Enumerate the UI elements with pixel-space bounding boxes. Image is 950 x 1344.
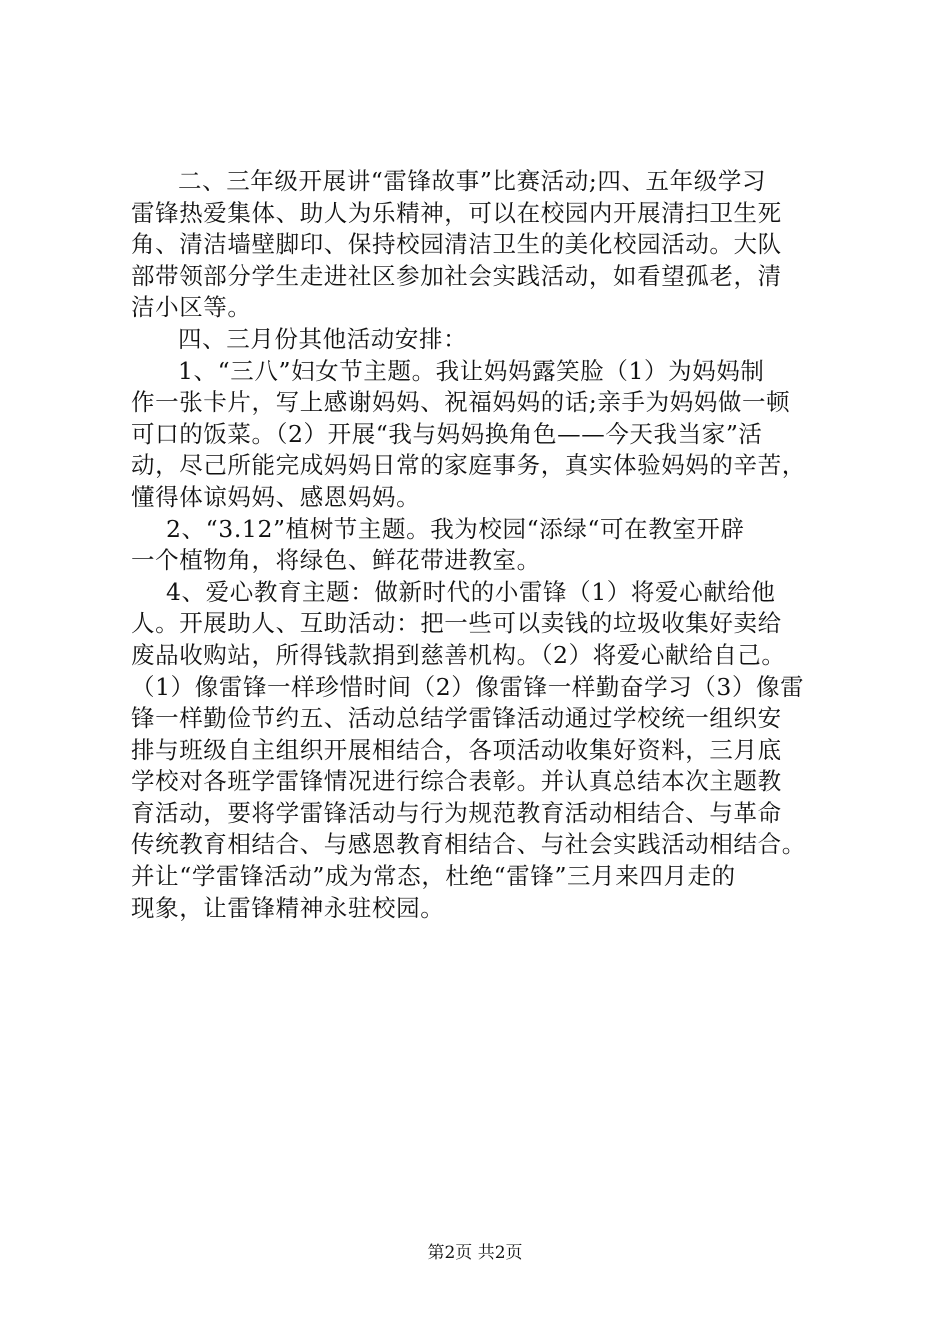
- paragraph-4: [131, 514, 831, 577]
- text-line: 洁小区等。: [131, 293, 252, 322]
- text-line: 育活动，要将学雷锋活动与行为规范教育活动相结合、与革命: [131, 798, 782, 827]
- paragraph-1: [131, 166, 831, 324]
- text-line: 4、爱心教育主题：做新时代的小雷锋（1）将爱心献给他: [166, 577, 776, 606]
- text-line: 可口的饭菜。（2）开展“我与妈妈换角色——今天我当家”活: [131, 419, 763, 448]
- text-line: （1）像雷锋一样珍惜时间（2）像雷锋一样勤奋学习（3）像雷: [131, 672, 805, 701]
- paragraph-3: [131, 356, 831, 514]
- text-line: 二、三年级开展讲“雷锋故事”比赛活动;四、五年级学习: [178, 167, 767, 195]
- text-line: 一个植物角，将绿色、鲜花带进教室。: [131, 546, 541, 575]
- page-footer: [0, 1242, 950, 1264]
- text-line: 学校对各班学雷锋情况进行综合表彰。并认真总结本次主题教: [131, 767, 782, 796]
- text-line: 锋一样勤俭节约五、活动总结学雷锋活动通过学校统一组织安: [131, 704, 782, 733]
- text-line: 现象，让雷锋精神永驻校园。: [131, 893, 445, 922]
- text-line: 动，尽己所能完成妈妈日常的家庭事务，真实体验妈妈的辛苦，: [131, 451, 806, 480]
- text-line: 雷锋热爱集体、助人为乐精神，可以在校园内开展清扫卫生死: [131, 198, 782, 227]
- text-line: 人。开展助人、互助活动：把一些可以卖钱的垃圾收集好卖给: [131, 609, 782, 638]
- text-line: 并让“学雷锋活动”成为常态，杜绝“雷锋”三月来四月走的: [131, 862, 736, 891]
- text-line: 部带领部分学生走进社区参加社会实践活动，如看望孤老，清: [131, 261, 782, 290]
- text-line: 2、“3.12”植树节主题。我为校园“添绿“可在教室开辟: [166, 514, 745, 543]
- paragraph-5: [131, 577, 831, 925]
- text-line: 1、“三八”妇女节主题。我让妈妈露笑脸（1）为妈妈制: [178, 356, 765, 385]
- text-line: 作一张卡片，写上感谢妈妈、祝福妈妈的话;亲手为妈妈做一顿: [131, 388, 791, 417]
- section-heading: 四、三月份其他活动安排：: [178, 324, 468, 353]
- text-line: 废品收购站，所得钱款捐到慈善机构。（2）将爱心献给自己。: [131, 640, 786, 669]
- page-number-label: 第2页 共2页: [427, 1243, 523, 1263]
- paragraph-2: [131, 324, 831, 356]
- text-line: 懂得体谅妈妈、感恩妈妈。: [131, 482, 421, 511]
- document-body: [131, 166, 831, 924]
- text-line: 排与班级自主组织开展相结合，各项活动收集好资料，三月底: [131, 735, 782, 764]
- text-line: 角、清洁墙壁脚印、保持校园清洁卫生的美化校园活动。大队: [131, 230, 782, 259]
- text-line: 传统教育相结合、与感恩教育相结合、与社会实践活动相结合。: [131, 830, 806, 859]
